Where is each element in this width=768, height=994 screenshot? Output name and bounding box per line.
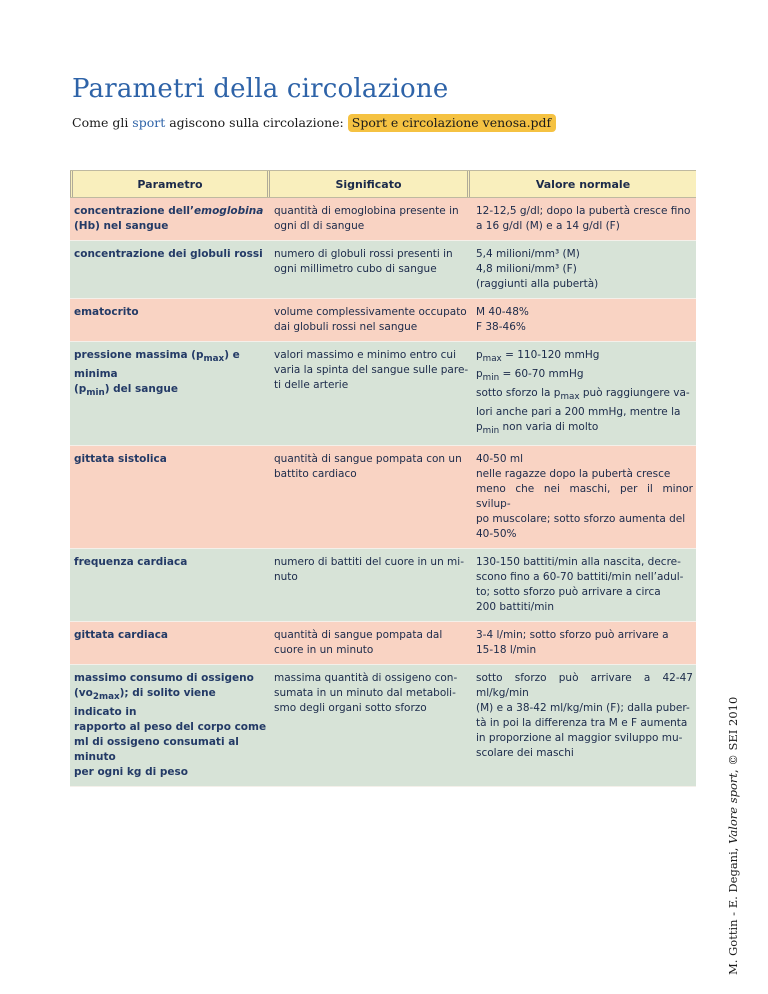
cell-line: 3-4 l/min; sotto sforzo può arrivare a — [476, 629, 669, 642]
cell-line: massimo consumo di ossigeno — [74, 672, 254, 685]
cell-valore — [472, 549, 696, 621]
cell-line: tà in poi la differenza tra M e F aumenta — [476, 717, 688, 730]
subtitle-middle: agiscono sulla circolazione: — [165, 115, 348, 130]
cell-line: (M) e a 38-42 ml/kg/min (F); dalla puber- — [476, 702, 690, 715]
cell-line: (Hb) nel sangue — [74, 220, 169, 232]
cell-line: ml di ossigeno consumati al minuto — [74, 736, 239, 764]
cell-line: sotto sforzo la $p_{max}$ può raggiungere va- — [476, 387, 690, 403]
header-significato: Significato — [270, 171, 470, 197]
credit-authors: M. Gottin - E. Degani, — [726, 843, 740, 975]
cell-significato — [270, 198, 472, 240]
parameters-table — [70, 170, 696, 787]
cell-line: concentrazione dei globuli rossi — [74, 248, 263, 260]
cell-line: ogni millimetro cubo di sangue — [274, 263, 437, 275]
cell-line: quantità di sangue pompata con un — [274, 453, 462, 466]
cell-parametro — [70, 446, 270, 548]
cell-line: meno che nei maschi, per il minor svilup- — [476, 483, 693, 511]
cell-line: gittata sistolica — [74, 453, 167, 466]
cell-line: numero di battiti del cuore in un mi- — [274, 556, 464, 569]
cell-parametro — [70, 622, 270, 664]
cell-line: $(vo_{2max})$; di solito viene indicato in — [74, 687, 216, 719]
table-row — [70, 198, 696, 241]
cell-valore — [472, 299, 696, 341]
header-parametro: Parametro — [70, 171, 270, 197]
cell-line: battito cardiaco — [274, 468, 357, 481]
table-row — [70, 241, 696, 299]
cell-line: valori massimo e minimo entro cui — [274, 349, 457, 361]
header-valore-normale: Valore normale — [535, 177, 631, 191]
cell-valore — [472, 622, 696, 664]
cell-line: M 40-48% — [476, 306, 529, 318]
cell-line: scono fino a 60-70 battiti/min nell’adul- — [476, 571, 684, 584]
cell-line: (raggiunti alla pubertà) — [476, 278, 599, 290]
cell-significato — [270, 299, 472, 341]
cell-line: lori anche pari a 200 mmHg, mentre la — [476, 406, 681, 419]
cell-line: concentrazione dell’emoglobina — [74, 205, 264, 217]
cell-valore — [472, 342, 696, 445]
cell-line: dai globuli rossi nel sangue — [274, 321, 418, 333]
cell-valore — [472, 446, 696, 548]
cell-line: pressione massima $(p_{max})$ e minima — [74, 349, 240, 381]
cell-line: sotto sforzo può arrivare a 42-47 ml/kg/min — [476, 672, 693, 700]
cell-line: per ogni kg di peso — [74, 766, 188, 779]
cell-line: 130-150 battiti/min alla nascita, decre- — [476, 556, 681, 569]
cell-parametro — [70, 342, 270, 445]
cell-line: 4,8 milioni/mm³ (F) — [476, 263, 577, 275]
cell-parametro — [70, 299, 270, 341]
subtitle — [72, 115, 556, 130]
table-row — [70, 549, 696, 622]
cell-line: ti delle arterie — [274, 379, 349, 391]
cell-line: F 38-46% — [476, 321, 526, 333]
table-row — [70, 446, 696, 549]
cell-line: to; sotto sforzo può arrivare a circa — [476, 586, 661, 599]
cell-line: varia la spinta del sangue sulle pare- — [274, 364, 469, 376]
cell-line: nelle ragazze dopo la pubertà cresce — [476, 468, 671, 481]
cell-valore — [472, 198, 696, 240]
page-title: Parametri della circolazione — [72, 74, 449, 104]
cell-line: 15-18 l/min — [476, 644, 537, 657]
subtitle-sport-word: sport — [132, 115, 166, 130]
cell-line: ematocrito — [74, 306, 139, 318]
cell-line: 12-12,5 g/dl; dopo la pubertà cresce fino — [476, 205, 691, 217]
cell-line: gittata cardiaca — [74, 629, 168, 642]
cell-line: $p_{min}$ non varia di molto — [476, 421, 599, 437]
cell-line: quantità di emoglobina presente in — [274, 205, 459, 217]
cell-line: smo degli organi sotto sforzo — [274, 702, 427, 715]
cell-significato — [270, 342, 472, 445]
cell-line: massima quantità di ossigeno con- — [274, 672, 458, 685]
subtitle-prefix: Come gli — [72, 115, 133, 130]
cell-line: nuto — [274, 571, 298, 584]
cell-line: 40-50% — [476, 528, 517, 541]
cell-parametro — [70, 665, 270, 786]
cell-parametro — [70, 549, 270, 621]
cell-line: 5,4 milioni/mm³ (M) — [476, 248, 580, 260]
cell-line: in proporzione al maggior sviluppo mu- — [476, 732, 683, 745]
cell-line: $(p_{min})$ del sangue — [74, 383, 178, 399]
table-body — [70, 198, 696, 787]
cell-line: frequenza cardiaca — [74, 556, 188, 569]
cell-significato — [270, 549, 472, 621]
table-row — [70, 342, 696, 446]
cell-line: $p_{min} = 60-70$ mmHg — [476, 368, 584, 384]
cell-line: cuore in un minuto — [274, 644, 374, 657]
cell-significato — [270, 665, 472, 786]
cell-valore — [472, 665, 696, 786]
cell-line: volume complessivamente occupato — [274, 306, 467, 318]
cell-line: 200 battiti/min — [476, 601, 555, 614]
cell-line: ogni dl di sangue — [274, 220, 365, 232]
cell-line: quantità di sangue pompata dal — [274, 629, 443, 642]
table-row — [70, 622, 696, 665]
cell-valore — [472, 241, 696, 298]
side-credit — [726, 697, 740, 975]
cell-line: $p_{max} = 110-120$ mmHg — [476, 349, 600, 365]
cell-line: scolare dei maschi — [476, 747, 574, 760]
cell-line: rapporto al peso del corpo come — [74, 721, 267, 734]
pdf-link[interactable]: Sport e circolazione venosa.pdf — [348, 114, 556, 132]
cell-parametro — [70, 241, 270, 298]
cell-significato — [270, 622, 472, 664]
cell-significato — [270, 446, 472, 548]
cell-significato — [270, 241, 472, 298]
cell-line: po muscolare; sotto sforzo aumenta del — [476, 513, 686, 526]
cell-parametro — [70, 198, 270, 240]
table-header — [70, 170, 696, 198]
credit-book: Valore sport — [726, 772, 740, 844]
cell-line: sumata in un minuto dal metaboli- — [274, 687, 456, 700]
cell-line: numero di globuli rossi presenti in — [274, 248, 453, 260]
cell-line: 40-50 ml — [476, 453, 523, 466]
table-row — [70, 665, 696, 787]
table-row — [70, 299, 696, 342]
credit-rest: , © SEI 2010 — [726, 696, 740, 773]
cell-line: a 16 g/dl (M) e a 14 g/dl (F) — [476, 220, 620, 232]
